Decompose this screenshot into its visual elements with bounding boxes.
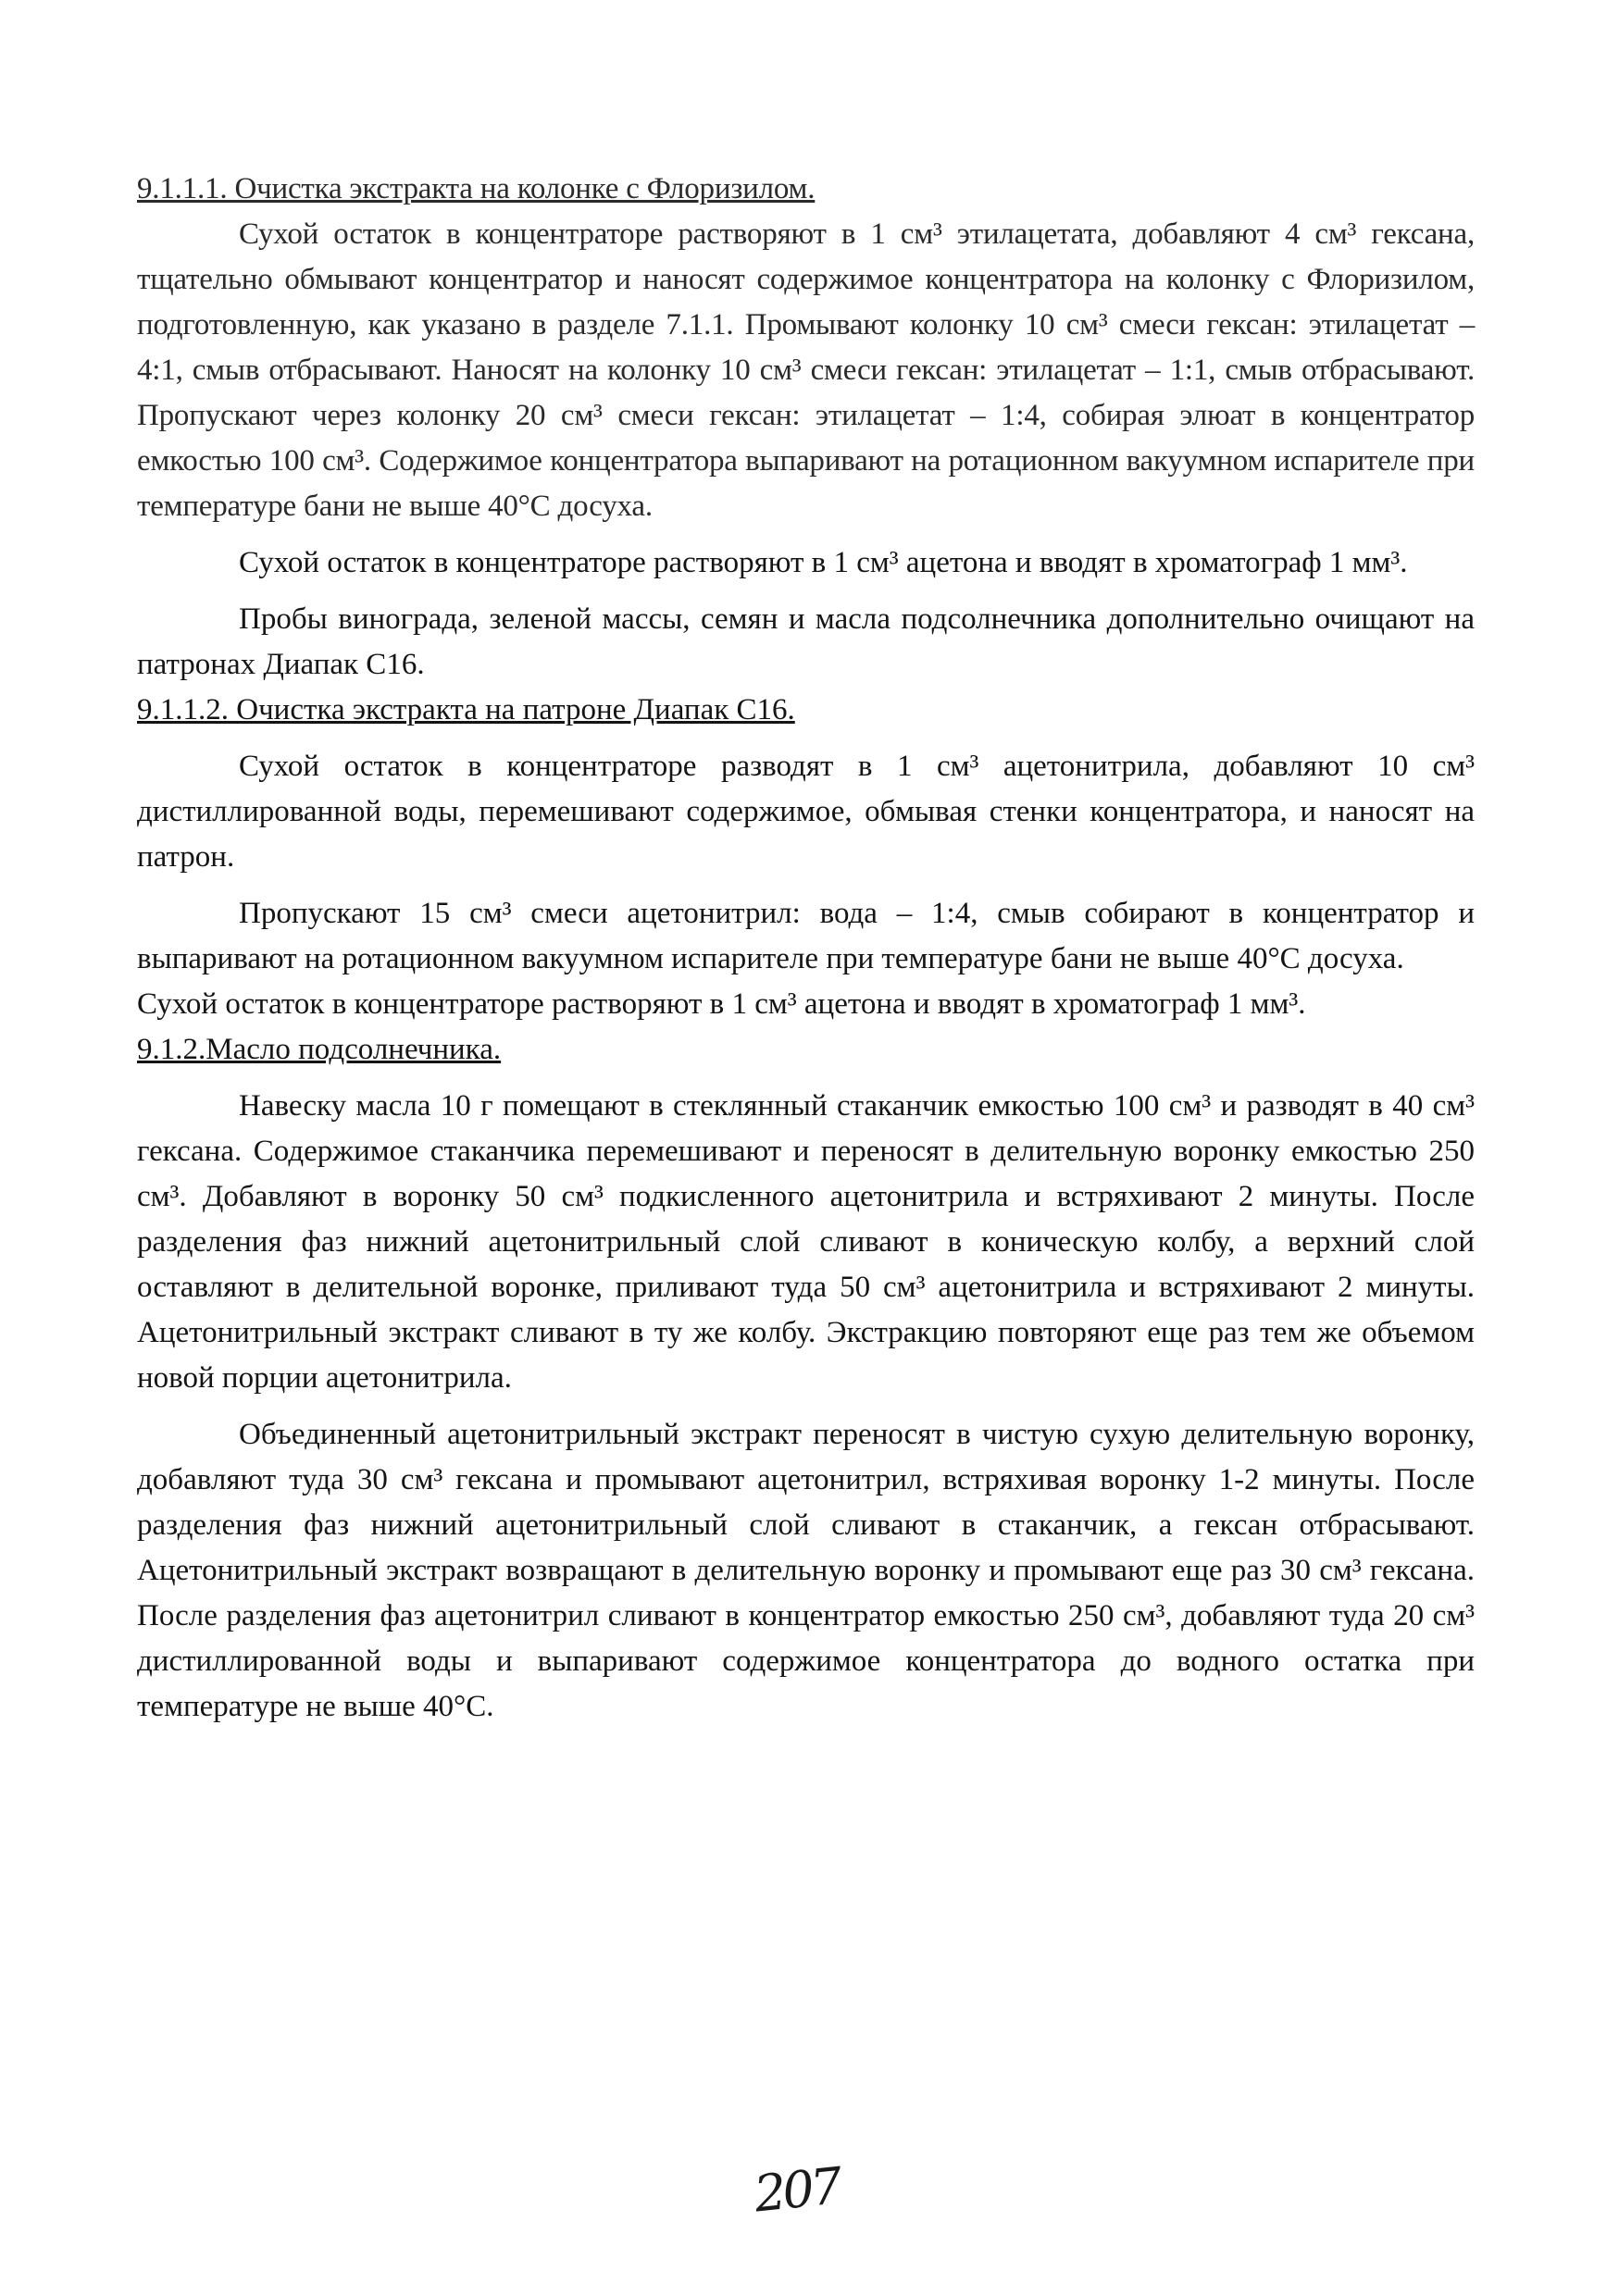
document-body xyxy=(137,167,1475,1730)
section-heading-9-1-1-1: 9.1.1.1. Очистка экстракта на колонке с Флоризилом. xyxy=(137,172,816,205)
handwritten-page-number: 207 xyxy=(751,2156,842,2224)
paragraph-dry-residue-acetone-2: Сухой остаток в концентраторе растворяют в 1 см³ ацетона и вводят в хроматограф 1 мм³. xyxy=(137,987,1306,1021)
paragraph-combined-extract: Объединенный ацетонитрильный экстракт переносят в чистую сухую делительную воронку, добавляют туда 30 см³ гексана и промывают ацетонитрил, встряхивая воронку 1-2 минуты. После разделения фаз нижний ацетонитрильный слой сливают в стаканчик, а гексан отбрасывают. Ацетонитрильный экстракт возвращают в делительную воронку и промывают еще раз 30 см³ гексана. После разделения фаз ацетонитрил сливают в концентратор емкостью 250 см³, добавляют туда 20 см³ дистиллированной воды и выпаривают содержимое концентратора до водного остатка при температуре не выше 40°С. xyxy=(137,1418,1475,1723)
paragraph-diapak-loading: Сухой остаток в концентраторе разводят в 1 см³ ацетонитрила, добавляют 10 см³ дистиллированной воды, перемешивают содержимое, обмывая стенки концентратора, и наносят на патрон. xyxy=(137,750,1475,874)
paragraph-florisil-cleanup: Сухой остаток в концентраторе растворяют в 1 см³ этилацетата, добавляют 4 см³ гексана, тщательно обмывают концентратор и наносят содержимое концентратора на колонку с Флоризилом, подготовленную, как указано в разделе 7.1.1. Промывают колонку 10 см³ смеси гексан: этилацетат – 4:1, смыв отбрасывают. Наносят на колонку 10 см³ смеси гексан: этилацетат – 1:1, смыв отбрасывают. Пропускают через колонку 20 см³ смеси гексан: этилацетат – 1:4, собирая элюат в концентратор емкостью 100 см³. Содержимое концентратора выпаривают на ротационном вакуумном испарителе при температуре бани не выше 40°С досуха. xyxy=(137,217,1475,523)
section-heading-9-1-1-2: 9.1.1.2. Очистка экстракта на патроне Диапак С16. xyxy=(137,693,795,726)
section-heading-9-1-2: 9.1.2.Масло подсолнечника. xyxy=(137,1033,502,1066)
paragraph-diapak-elution: Пропускают 15 см³ смеси ацетонитрил: вода – 1:4, смыв собирают в концентратор и выпаривают на ротационном вакуумном испарителе при температуре бани не выше 40°С досуха. xyxy=(137,897,1475,975)
paragraph-dry-residue-acetone-1: Сухой остаток в концентраторе растворяют в 1 см³ ацетона и вводят в хроматограф 1 мм³. xyxy=(239,546,1408,579)
paragraph-oil-extraction: Навеску масла 10 г помещают в стеклянный стаканчик емкостью 100 см³ и разводят в 40 см³ гексана. Содержимое стаканчика перемешивают и переносят в делительную воронку емкостью 250 см³. Добавляют в воронку 50 см³ подкисленного ацетонитрила и встряхивают 2 минуты. После разделения фаз нижний ацетонитрильный слой сливают в коническую колбу, а верхний слой оставляют в делительной воронке, приливают туда 50 см³ ацетонитрила и встряхивают 2 минуты. Ацетонитрильный экстракт сливают в ту же колбу. Экстракцию повторяют еще раз тем же объемом новой порции ацетонитрила. xyxy=(137,1089,1475,1395)
paragraph-additional-cleanup: Пробы винограда, зеленой массы, семян и масла подсолнечника дополнительно очищают на патронах Диапак С16. xyxy=(137,602,1475,681)
